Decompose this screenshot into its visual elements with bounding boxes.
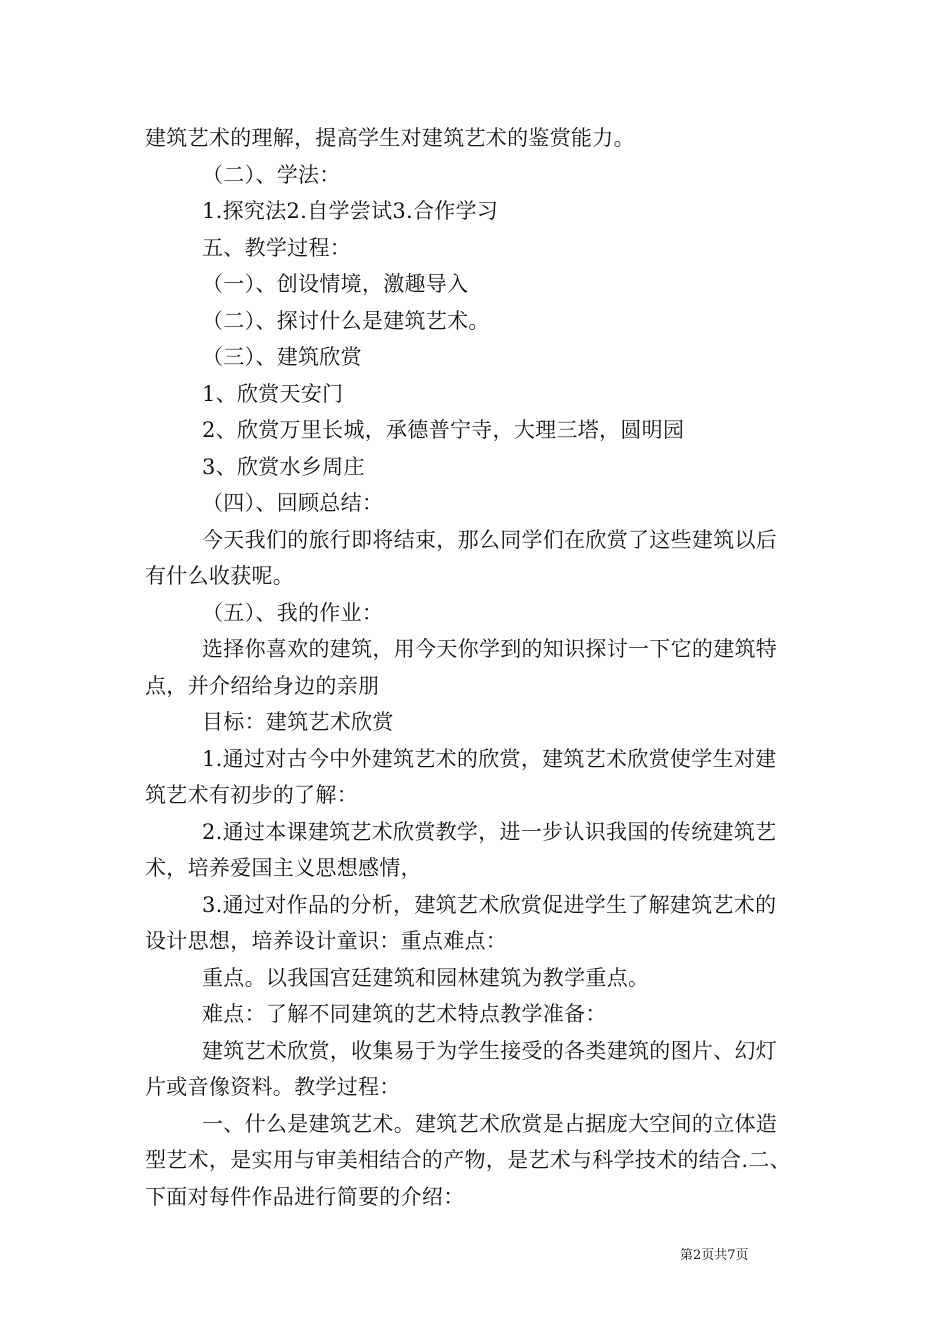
text-line: 下面对每件作品进行简要的介绍： [145,1184,465,1209]
text-line: 有什么收获呢。 [145,564,295,588]
text-line: （一）、创设情境，激趣导入 [202,272,469,296]
text-line: 2.通过本课建筑艺术欣赏教学，进一步认识我国的传统建筑艺 [202,819,777,844]
text-line: 1.探究法2.自学尝试3.合作学习 [202,199,499,223]
text-line: 设计思想，培养设计童识：重点难点： [145,929,508,953]
text-line: （二）、学法： [202,162,341,187]
text-line: （三）、建筑欣赏 [202,345,362,369]
text-line: 难点：了解不同建筑的艺术特点教学准备： [202,1002,607,1026]
text-line: 选择你喜欢的建筑，用今天你学到的知识探讨一下它的建筑特 [202,637,778,661]
text-line: 1、欣赏天安门 [202,381,344,406]
text-line: 术，培养爱国主义思想感情， [145,856,422,880]
text-line: 筑艺术有初步的了解： [145,783,358,807]
text-line: 型艺术，是实用与审美相结合的产物，是艺术与科学技术的结合.二、 [145,1148,791,1172]
text-line: 建筑艺术欣赏，收集易于为学生接受的各类建筑的图片、幻灯 [202,1038,778,1063]
text-line: 2、欣赏万里长城，承德普宁寺，大理三塔，圆明园 [202,418,685,442]
text-line: 五、教学过程： [202,235,352,260]
text-line: 重点。以我国宫廷建筑和园林建筑为教学重点。 [202,965,650,990]
text-line: 一、什么是建筑艺术。建筑艺术欣赏是占据庞大空间的立体造 [202,1111,778,1136]
text-line: 1.通过对古今中外建筑艺术的欣赏，建筑艺术欣赏使学生对建 [202,746,777,771]
text-line: 建筑艺术的理解，提高学生对建筑艺术的鉴赏能力。 [145,126,635,150]
text-line: （五）、我的作业： [202,600,384,625]
document-body [145,120,810,1215]
text-line: （四）、回顾总结： [202,491,384,515]
text-line: 3.通过对作品的分析，建筑艺术欣赏促进学生了解建筑艺术的 [202,892,777,917]
page-number: 第2页共7页 [680,1248,749,1263]
text-line: （二）、探讨什么是建筑艺术。 [202,308,490,333]
text-line: 3、欣赏水乡周庄 [202,454,365,479]
text-line: 目标：建筑艺术欣赏 [202,710,394,734]
text-line: 片或音像资料。教学过程： [145,1075,401,1099]
text-line: 点，并介绍给身边的亲朋 [145,673,380,698]
text-line: 今天我们的旅行即将结束，那么同学们在欣赏了这些建筑以后 [202,527,778,552]
